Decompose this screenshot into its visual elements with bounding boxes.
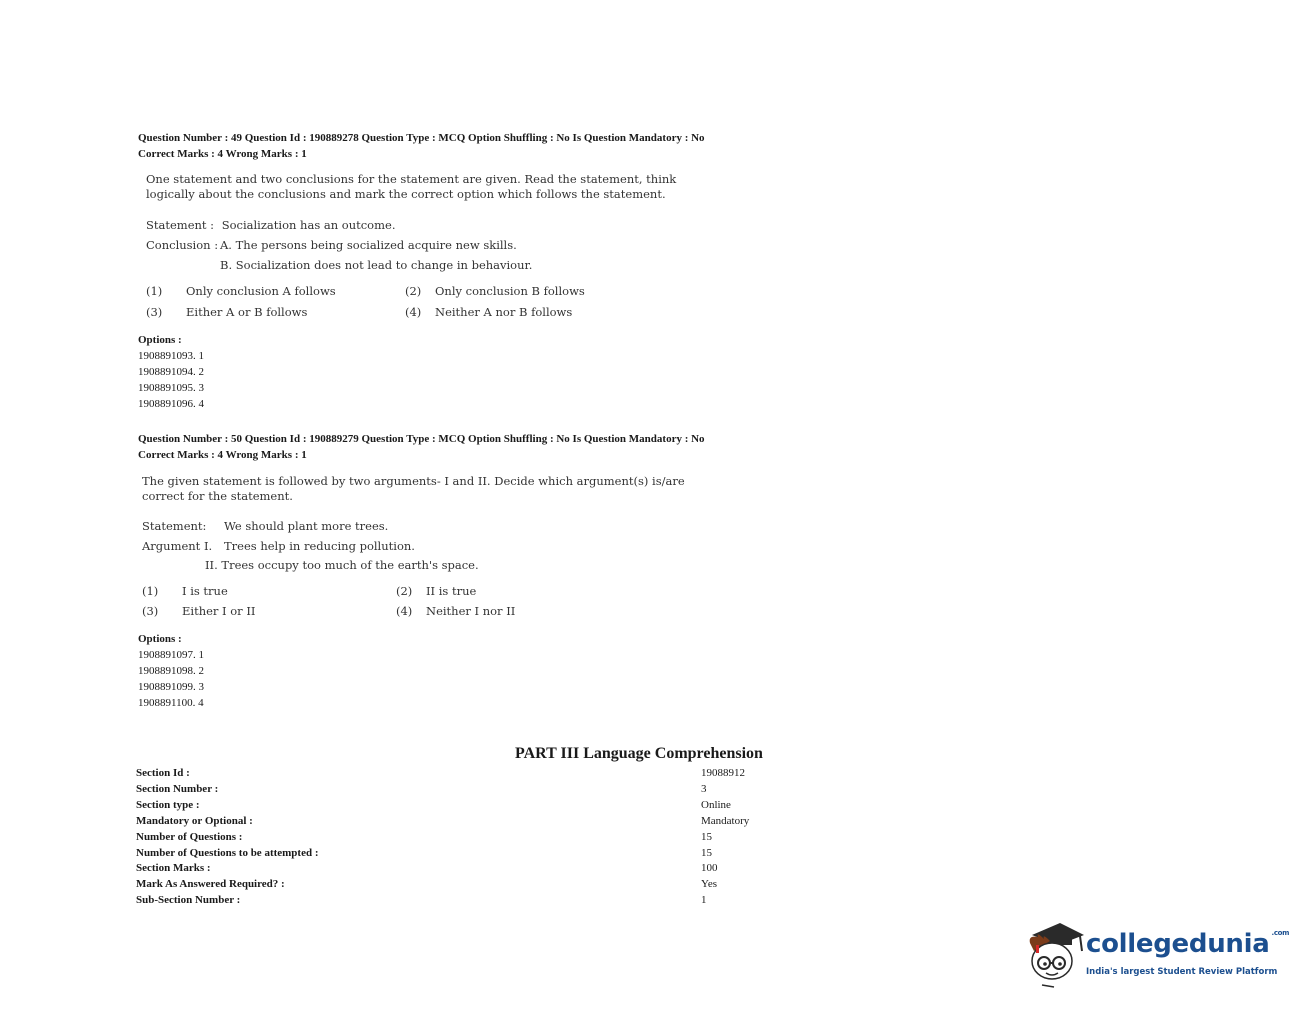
q50-argument-2: II. Trees occupy too much of the earth's space. [205, 558, 479, 572]
collegedunia-logo [1022, 915, 1289, 995]
section-info-row [136, 861, 776, 877]
q49-choice-2-text: Only conclusion B follows [435, 284, 585, 298]
q49-statement-label: Statement : [146, 218, 215, 232]
q49-choice-4-text: Neither A nor B follows [435, 305, 573, 319]
q49-choice-4 [405, 305, 573, 319]
q50-choice-1-text: I is true [182, 584, 228, 598]
q50-choice-4-text: Neither I nor II [426, 604, 516, 618]
section-info-table [136, 766, 776, 909]
section-info-value: 1 [701, 894, 707, 907]
q49-option-id-1: 1908891093. 1 [138, 350, 204, 362]
section-info-label: Section Marks : [136, 862, 211, 875]
q50-choice-2 [396, 584, 477, 598]
q49-conclusion-b: B. Socialization does not lead to change in behaviour. [220, 258, 533, 272]
q50-choice-4 [396, 604, 516, 618]
q49-statement-text: Socialization has an outcome. [221, 218, 396, 232]
q50-choice-1 [142, 584, 228, 598]
section-info-label: Section Id : [136, 767, 190, 779]
q50-option-id-2: 1908891098. 2 [138, 665, 204, 677]
q49-choice-1-text: Only conclusion A follows [186, 284, 336, 298]
logo-suffix: .com [1271, 929, 1289, 937]
q50-option-id-4: 1908891100. 4 [138, 697, 204, 709]
q49-conclusion-label: Conclusion : [146, 238, 219, 252]
section-info-value: 15 [701, 830, 712, 843]
q49-intro-line1: One statement and two conclusions for the statement are given. Read the statement, think [146, 172, 677, 186]
q49-intro [146, 172, 676, 202]
q49-options [138, 332, 204, 412]
q50-intro-line2: correct for the statement. [142, 489, 293, 503]
section-info-label: Number of Questions : [136, 830, 243, 843]
q50-choice-2-text: II is true [426, 584, 477, 598]
q50-options [138, 631, 204, 711]
q50-intro [142, 474, 685, 504]
q49-choice-3-text: Either A or B follows [186, 305, 308, 319]
q50-options-label: Options : [138, 633, 182, 645]
q49-option-id-4: 1908891096. 4 [138, 398, 204, 410]
q50-choice-1-num: (1) [142, 584, 159, 598]
q50-intro-line1: The given statement is followed by two arguments- I and II. Decide which argument(s) is/are [142, 474, 685, 488]
section-info-row [136, 798, 776, 814]
section-info-row [136, 830, 776, 846]
q50-statement-label: Statement: [142, 519, 207, 533]
q50-statement-text: We should plant more trees. [224, 519, 389, 533]
q50-choice-3-text: Either I or II [182, 604, 256, 618]
section-info-row [136, 782, 776, 798]
section-info-label: Mark As Answered Required? : [136, 878, 285, 891]
section-info-value: 3 [701, 782, 707, 795]
q49-meta-line1: Question Number : 49 Question Id : 190889278 Question Type : MCQ Option Shuffling : No Is Question Mandatory : No [138, 132, 705, 144]
logo-tagline: India's largest Student Review Platform [1086, 967, 1278, 977]
q49-choice-1-num: (1) [146, 284, 163, 298]
section-info-value: 100 [701, 862, 718, 875]
q50-argument-1: Trees help in reducing pollution. [224, 539, 415, 553]
q49-choice-3-num: (3) [146, 305, 163, 319]
q50-option-id-3: 1908891099. 3 [138, 681, 204, 693]
q49-choice-2 [405, 284, 585, 298]
section-info-label: Mandatory or Optional : [136, 814, 253, 827]
section-info-value: Yes [701, 878, 718, 891]
q49-option-id-3: 1908891095. 3 [138, 382, 204, 394]
logo-name: collegedunia [1086, 929, 1270, 959]
q49-statement [146, 218, 395, 232]
q50-choice-2-num: (2) [396, 584, 413, 598]
section-info-row [136, 766, 776, 782]
q50-choice-3 [142, 604, 256, 618]
q50-meta-line2: Correct Marks : 4 Wrong Marks : 1 [138, 449, 307, 461]
section-info-value: 15 [701, 846, 712, 859]
section-info-value: 19088912 [701, 767, 745, 779]
q50-choice-4-num: (4) [396, 604, 413, 618]
section-info-row [136, 893, 776, 909]
q49-options-label: Options : [138, 334, 182, 346]
q50-argument-label: Argument I. [142, 539, 213, 553]
section-info-label: Section type : [136, 798, 200, 811]
section-info-value: Mandatory [701, 814, 750, 827]
student-mascot-icon [1022, 917, 1088, 989]
section-info-label: Sub-Section Number : [136, 894, 241, 907]
q50-meta-line1: Question Number : 50 Question Id : 190889279 Question Type : MCQ Option Shuffling : No Is Question Mandatory : No [138, 433, 705, 445]
section-info-row [136, 814, 776, 830]
q49-conclusion-a: A. The persons being socialized acquire new skills. [220, 238, 517, 252]
section-info-label: Number of Questions to be attempted : [136, 846, 319, 859]
part-title: PART III Language Comprehension [515, 745, 763, 762]
q49-choice-2-num: (2) [405, 284, 422, 298]
section-info-row [136, 846, 776, 862]
q49-meta-line2: Correct Marks : 4 Wrong Marks : 1 [138, 148, 307, 160]
q50-choice-3-num: (3) [142, 604, 159, 618]
q49-choice-4-num: (4) [405, 305, 422, 319]
q49-intro-line2: logically about the conclusions and mark the correct option which follows the statement. [146, 187, 666, 201]
section-info-label: Section Number : [136, 782, 219, 795]
section-info-value: Online [701, 798, 731, 811]
q50-meta [138, 431, 705, 463]
q49-meta [138, 130, 705, 162]
section-info-row [136, 877, 776, 893]
q49-choice-1 [146, 284, 336, 298]
q50-option-id-1: 1908891097. 1 [138, 649, 204, 661]
q49-option-id-2: 1908891094. 2 [138, 366, 204, 378]
q49-choice-3 [146, 305, 308, 319]
